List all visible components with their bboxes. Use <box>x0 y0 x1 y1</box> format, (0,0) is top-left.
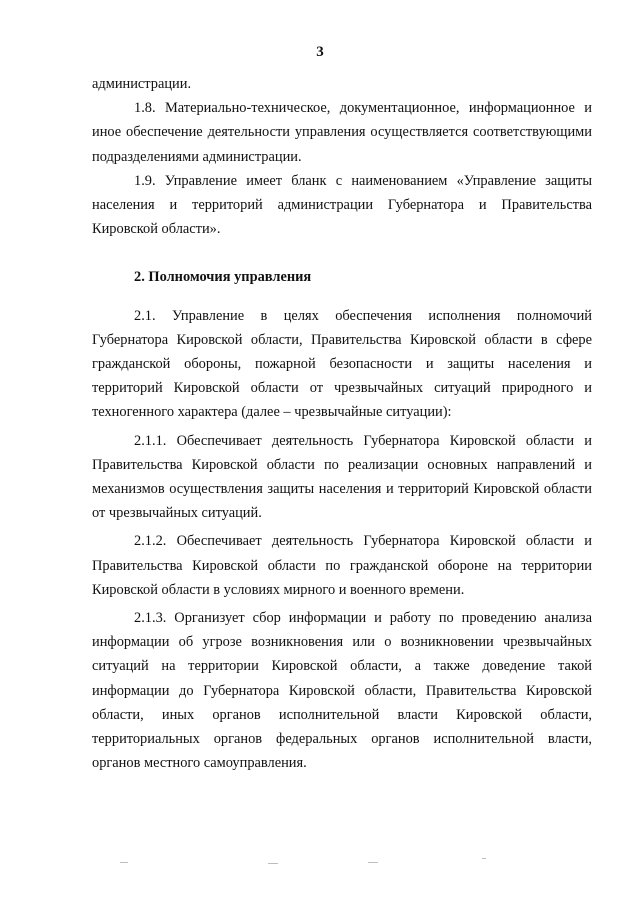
scan-speck <box>268 863 278 864</box>
paragraph-2-1-3: 2.1.3. Организует сбор информации и работу по проведению анализа информации об угрозе возникновения или о возникновении чрезвычайных ситуаций на территории Кировской области, а также доведение такой информации до Губернатора Кировской области, Правительства Кировской области, иных органов исполнительной власти Кировской области, территориальных органов федеральных органов исполнительной власти, органов местного самоуправления. <box>92 610 592 772</box>
document-body <box>92 72 592 775</box>
scan-speck <box>482 858 486 859</box>
section-heading: 2. Полномочия управления <box>134 269 312 286</box>
scan-speck <box>120 862 128 863</box>
paragraph-2-1-2: 2.1.2. Обеспечивает деятельность Губернатора Кировской области и Правительства Кировской области по гражданской обороне на территории Кировской области в условиях мирного и военного времени. <box>92 533 592 598</box>
paragraph-1-9: 1.9. Управление имеет бланк с наименованием «Управление защиты населения и территорий администрации Губернатора и Правительства Кировской области». <box>92 172 592 238</box>
paragraph-2-1-1: 2.1.1. Обеспечивает деятельность Губернатора Кировской области и Правительства Кировской области по реализации основных направлений и механизмов осуществления защиты населения и территорий Кировской области от чрезвычайных ситуаций. <box>92 432 592 522</box>
page-number: 3 <box>316 44 324 60</box>
paragraph-2-1: 2.1. Управление в целях обеспечения исполнения полномочий Губернатора Кировской области, Правительства Кировской области в сфере гражданской обороны, пожарной безопасности и защиты населения и территорий Кировской области от чрезвычайных ситуаций природного и техногенного характера (далее – чрезвычайные ситуации): <box>92 307 592 421</box>
scan-speck <box>368 862 378 863</box>
paragraph-1-8: 1.8. Материально-техническое, документационное, информационное и иное обеспечение деятельности управления осуществляется соответствующими подразделениями администрации. <box>92 100 592 165</box>
paragraph-continuation: администрации. <box>92 76 192 92</box>
